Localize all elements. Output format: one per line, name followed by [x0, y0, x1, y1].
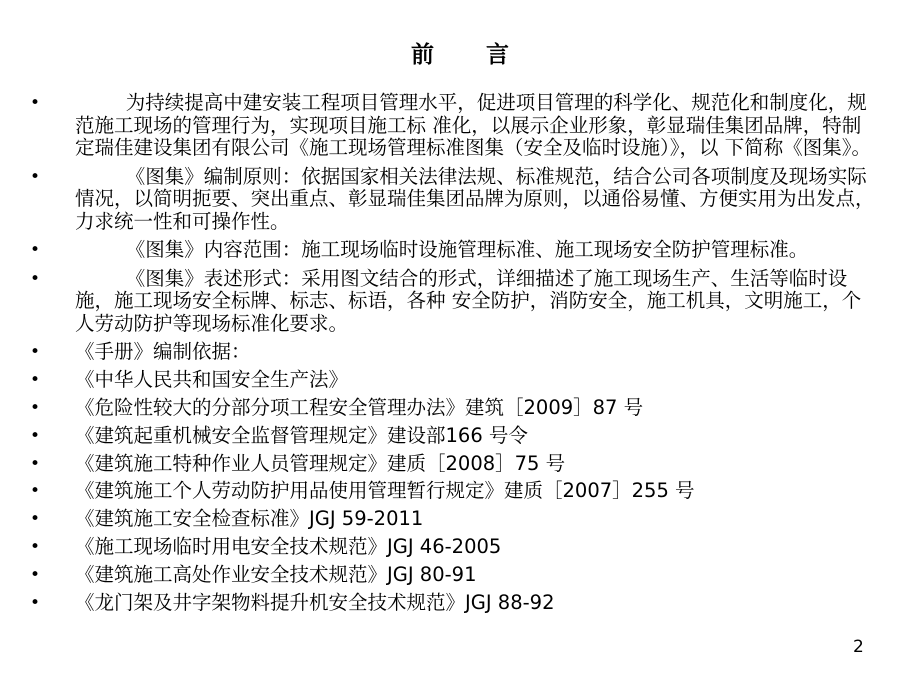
- page-title: 前 言: [410, 42, 531, 68]
- law-title: 《施工现场临时用电安全技术规范》JGJ 46-2005: [75, 535, 502, 559]
- list-item-format: [30, 268, 880, 336]
- list-item-law: [30, 536, 880, 559]
- list-item-law: [30, 480, 880, 503]
- page-number: 2: [853, 637, 864, 657]
- law-title: 《建筑施工高处作业安全技术规范》JGJ 80-91: [75, 563, 477, 587]
- law-title: 《建筑施工特种作业人员管理规定》建质［2008］75 号: [75, 451, 566, 475]
- list-item-law: [30, 508, 880, 531]
- basis-heading: 《手册》编制依据：: [75, 340, 251, 363]
- list-item-principles: [30, 166, 880, 234]
- paragraph-text: • 《图集》编制原则：依据国家相关法律法规、标准规范，结合公司各项制度及现场实际情况，以简明扼要、突出重点、彰显瑞佳集团品牌为原则，以通俗易懂、方便实用为出发点，力求统一性和可操作性。: [75, 164, 875, 233]
- bullet-list: [30, 92, 880, 620]
- law-title: 《建筑起重机械安全监督管理规定》建设部166 号令: [75, 423, 528, 447]
- paragraph-text: • 《图集》表述形式：采用图文结合的形式，详细描述了施工现场生产、生活等临时设施，施工现场安全标牌、标志、标语，各种 安全防护，消防安全，施工机具，文明施工，个人劳动防护等现场标准化要求。: [75, 266, 862, 335]
- list-item-law: [30, 564, 880, 587]
- list-item-law: [30, 453, 880, 476]
- list-item-basis-heading: [30, 341, 880, 364]
- paragraph-text: • 为持续提高中建安装工程项目管理水平，促进项目管理的科学化、规范化和制度化，规范施工现场的管理行为，实现项目施工标 准化，以展示企业形象，彰显瑞佳集团品牌，特制定瑞佳建设集团有限公司《施工现场管理标准图集（安全及临时设施）》，以 下简称《图集》。: [75, 91, 871, 159]
- list-item-law: [30, 592, 880, 615]
- list-item-scope: [30, 239, 880, 262]
- law-title: 《建筑施工安全检查标准》JGJ 59-2011: [75, 507, 424, 531]
- paragraph-text: • 《图集》内容范围：施工现场临时设施管理标准、施工现场安全防护管理标准。: [125, 238, 809, 261]
- law-title: 《危险性较大的分部分项工程安全管理办法》建筑［2009］87 号: [75, 395, 644, 419]
- law-title: 《龙门架及井字架物料提升机安全技术规范》JGJ 88-92: [75, 591, 555, 615]
- law-title: 《中华人民共和国安全生产法》: [75, 367, 349, 391]
- list-item-law: [30, 397, 880, 420]
- list-item-law: [30, 369, 880, 392]
- law-title: 《建筑施工个人劳动防护用品使用管理暂行规定》建质［2007］255 号: [75, 479, 695, 503]
- list-item-intro: [30, 92, 880, 160]
- list-item-law: [30, 425, 880, 448]
